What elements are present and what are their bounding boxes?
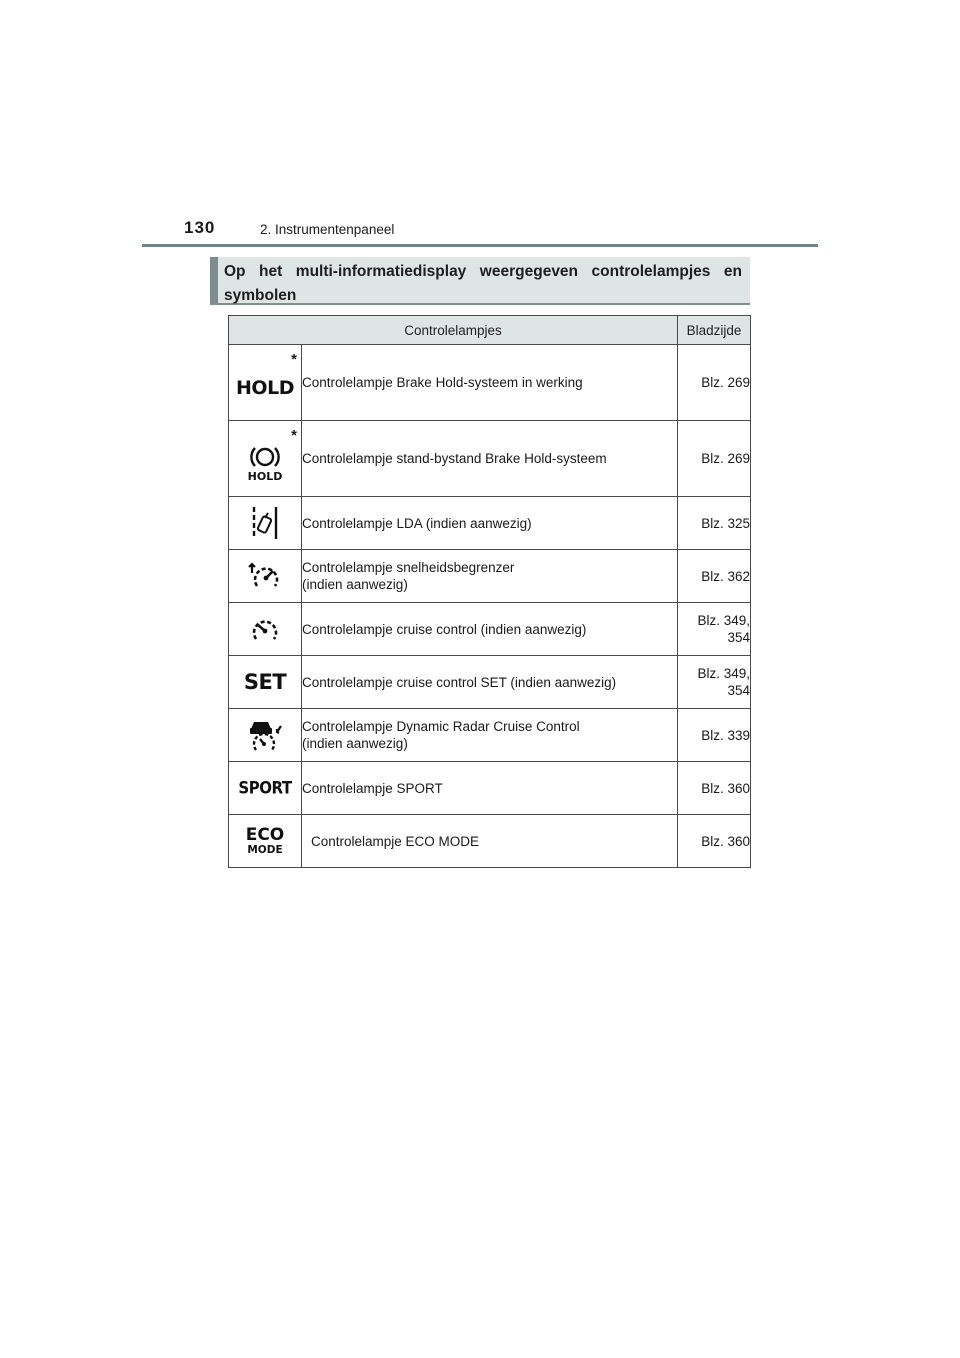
brake-hold-standby-icon xyxy=(248,444,283,482)
page-cell xyxy=(678,345,751,421)
lane-departure-alert-icon xyxy=(250,505,280,541)
set-text-icon: SET xyxy=(243,669,287,694)
description-cell xyxy=(302,421,678,497)
eco-mode-text-icon xyxy=(245,824,285,856)
table-row xyxy=(229,421,751,497)
description-text: Controlelampje LDA (indien aanwezig) xyxy=(302,515,532,531)
asterisk: * xyxy=(291,427,297,444)
hold-label: HOLD xyxy=(247,470,283,483)
description-text: Controlelampje Brake Hold-systeem in werking xyxy=(302,375,583,390)
page-cell xyxy=(678,497,751,550)
page-number: 130 xyxy=(184,218,216,237)
indicator-cell xyxy=(229,709,302,762)
table-row xyxy=(229,603,751,656)
page-reference: Blz. 360 xyxy=(701,780,751,796)
indicator-cell xyxy=(229,603,302,656)
indicator-cell xyxy=(229,497,302,550)
description-cell xyxy=(302,550,678,603)
column-header-indicator: Controlelampjes xyxy=(229,316,678,345)
table-row xyxy=(229,550,751,603)
page-cell xyxy=(678,656,751,709)
description-text: (indien aanwezig) xyxy=(302,736,408,751)
page-reference: Blz. 362 xyxy=(701,568,751,584)
table-row xyxy=(229,656,751,709)
indicator-cell xyxy=(229,815,302,868)
description-cell xyxy=(302,497,678,550)
page-reference: Blz. 349, xyxy=(697,666,751,681)
dynamic-radar-cruise-icon xyxy=(246,718,284,752)
column-header-page: Bladzijde xyxy=(678,316,751,345)
page-reference: Blz. 269 xyxy=(701,375,751,390)
page-reference: Blz. 360 xyxy=(701,833,751,849)
page-cell xyxy=(678,815,751,868)
description-cell xyxy=(302,345,678,421)
table-row xyxy=(229,709,751,762)
description-cell xyxy=(302,709,678,762)
description-text: Controlelampje stand-bystand Brake Hold-systeem xyxy=(302,451,607,466)
hold-text-icon: HOLD xyxy=(236,377,294,399)
page-reference: 354 xyxy=(727,630,751,645)
page-cell xyxy=(678,709,751,762)
page-reference: Blz. 349, xyxy=(697,613,751,628)
page-cell xyxy=(678,550,751,603)
section-heading-box xyxy=(210,257,750,305)
table-row xyxy=(229,815,751,868)
page-header xyxy=(142,214,818,248)
chapter-title: 2. Instrumentenpaneel xyxy=(260,222,395,237)
header-rule xyxy=(142,244,818,247)
description-cell xyxy=(302,603,678,656)
section-accent-bar xyxy=(210,257,218,303)
table-row xyxy=(229,762,751,815)
description-cell xyxy=(302,815,678,868)
page-reference: Blz. 339 xyxy=(701,727,751,743)
indicator-cell xyxy=(229,345,302,421)
table-row xyxy=(229,497,751,550)
description-text: Controlelampje cruise control (indien aanwezig) xyxy=(302,621,587,637)
indicator-cell xyxy=(229,656,302,709)
asterisk: * xyxy=(291,351,297,368)
description-cell xyxy=(302,762,678,815)
cruise-control-icon xyxy=(249,615,281,643)
description-text: (indien aanwezig) xyxy=(302,577,408,592)
description-text: Controlelampje Dynamic Radar Cruise Control xyxy=(302,719,580,734)
indicator-cell xyxy=(229,421,302,497)
page-reference: 354 xyxy=(727,683,751,698)
table-header-row xyxy=(229,316,751,345)
indicator-cell xyxy=(229,762,302,815)
mode-label: MODE xyxy=(247,843,283,856)
sport-text-icon: SPORT xyxy=(238,777,292,798)
page-reference: Blz. 269 xyxy=(701,451,751,466)
description-text: Controlelampje cruise control SET (indien aanwezig) xyxy=(302,674,617,690)
page-cell xyxy=(678,421,751,497)
eco-label: ECO xyxy=(245,824,285,845)
table-row xyxy=(229,345,751,421)
speed-limiter-icon xyxy=(248,560,282,592)
description-text: Controlelampje SPORT xyxy=(302,780,443,796)
description-cell xyxy=(302,656,678,709)
page-cell xyxy=(678,603,751,656)
description-text: Controlelampje snelheidsbegrenzer xyxy=(302,560,515,575)
page-cell xyxy=(678,762,751,815)
indicator-table xyxy=(228,315,751,868)
section-title: Op het multi-informatiedisplay weergegeven controlelampjes en symbolen xyxy=(224,263,742,304)
indicator-cell xyxy=(229,550,302,603)
page-reference: Blz. 325 xyxy=(701,515,751,531)
description-text: Controlelampje ECO MODE xyxy=(311,833,480,849)
